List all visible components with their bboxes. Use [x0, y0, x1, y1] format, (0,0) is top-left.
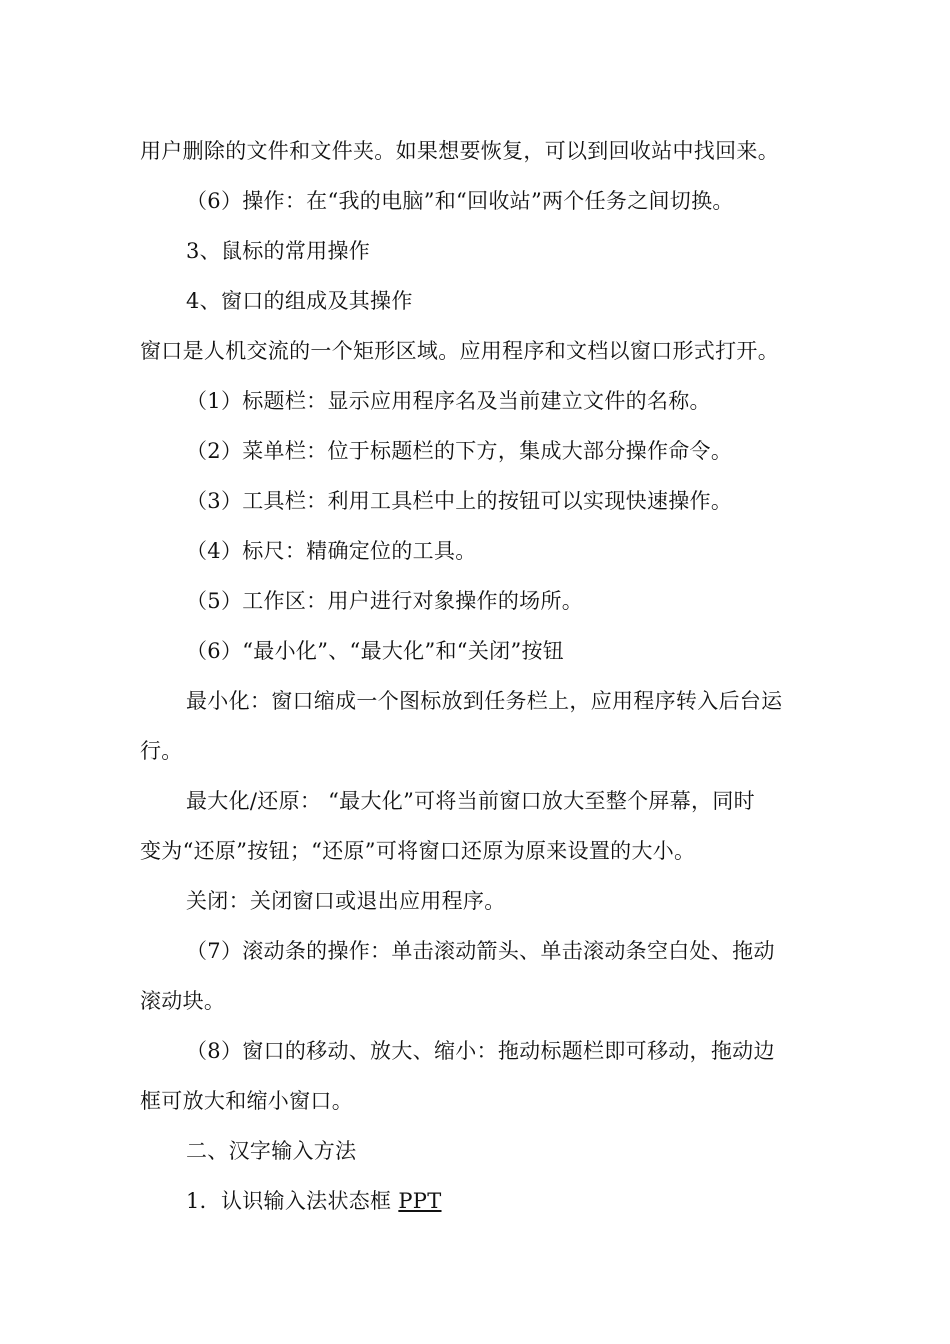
- list-item: （2）菜单栏：位于标题栏的下方，集成大部分操作命令。: [186, 439, 733, 463]
- section-heading: 3、鼠标的常用操作: [186, 239, 371, 263]
- paragraph-line: 用户删除的文件和文件夹。如果想要恢复，可以到回收站中找回来。: [140, 139, 779, 163]
- section-heading: 二、汉字输入方法: [186, 1139, 357, 1163]
- section-heading: 4、窗口的组成及其操作: [186, 289, 413, 313]
- list-item: （5）工作区：用户进行对象操作的场所。: [186, 589, 584, 613]
- paragraph-line: 最大化/还原： “最大化”可将当前窗口放大至整个屏幕，同时: [186, 789, 755, 813]
- paragraph-line: 最小化：窗口缩成一个图标放到任务栏上，应用程序转入后台运: [186, 689, 783, 713]
- list-item: （7）滚动条的操作：单击滚动箭头、单击滚动条空白处、拖动: [186, 939, 775, 963]
- list-item: （8）窗口的移动、放大、缩小：拖动标题栏即可移动，拖动边: [186, 1039, 775, 1063]
- list-item: （4）标尺：精确定位的工具。: [186, 539, 477, 563]
- list-item-with-link: [186, 1187, 820, 1215]
- paragraph-line: 行。: [140, 739, 183, 763]
- list-item: （3）工具栏：利用工具栏中上的按钮可以实现快速操作。: [186, 489, 733, 513]
- list-item: （6）“最小化”、“最大化”和“关闭”按钮: [186, 639, 565, 663]
- paragraph-line: （6）操作：在“我的电脑”和“回收站”两个任务之间切换。: [186, 189, 734, 213]
- paragraph-line: 滚动块。: [140, 989, 226, 1013]
- paragraph-line: 变为“还原”按钮；“还原”可将窗口还原为原来设置的大小。: [140, 839, 696, 863]
- ppt-link[interactable]: PPT: [398, 1189, 442, 1213]
- list-item-text: 1．认识输入法状态框: [186, 1189, 399, 1213]
- paragraph-line: 框可放大和缩小窗口。: [140, 1089, 353, 1113]
- paragraph-line: 窗口是人机交流的一个矩形区域。应用程序和文档以窗口形式打开。: [140, 339, 779, 363]
- list-item: （1）标题栏：显示应用程序名及当前建立文件的名称。: [186, 389, 711, 413]
- paragraph-line: 关闭：关闭窗口或退出应用程序。: [186, 889, 506, 913]
